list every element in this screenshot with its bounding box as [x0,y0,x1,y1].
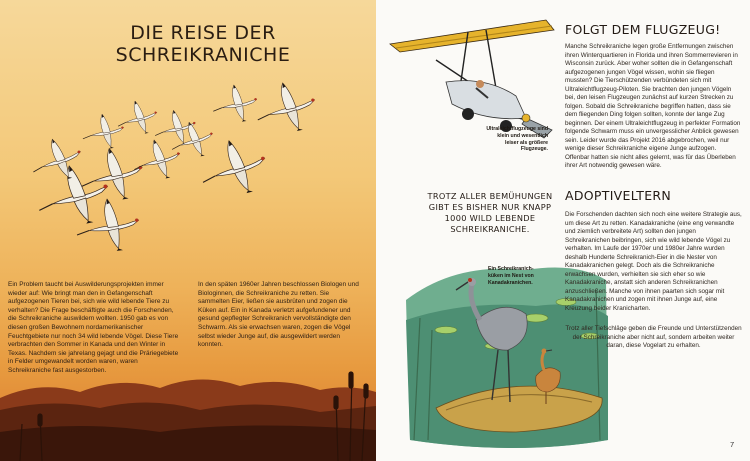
left-body-column-2: In den späten 1960er Jahren beschlossen Biologen und Biologinnen, die Schreikraniche zu retten. Sie sammelten Eier, ließen sie ausbrüten und zogen die Küken auf. Ein in Kanada verletzt aufgefundener und gesund gepflegter Schreikranich vervollständigte den Schwarm. Als sie erwachsen waren, zogen die Vögel selbst wieder Junge auf, die ausgewildert werden konnten. [198,281,359,349]
section-closing-paragraph: Trotz aller Tiefschläge geben die Freunde und Unterstützenden der Schreikraniche aber nicht auf, sondern arbeiten weiter daran, diese Vogelart zu erhalten. [565,325,742,349]
section-title-follow-plane: FOLGT DEM FLUGZEUG! [565,22,721,37]
right-page [376,0,750,461]
caption-ultralight: Ultraleichtflugzeuge sind klein und wesentlich leiser als größere Flugzeuge. [486,126,548,153]
page-number: 7 [730,440,735,449]
left-page-title: DIE REISE DER SCHREIKRANICHE [115,22,291,66]
section-body-adoptive-parents: Die Forschenden dachten sich noch eine weitere Strategie aus, um diese Art zu retten. Kanadakraniche (eine eng verwandte und ziemlich verbreitete Art) sollten den jungen Schreikranichen beibringen, sich wie wild lebende Vögel zu verhalten. Im Laufe der 1970er und 1980er Jahre wurden deshalb Hunderte Schreikranich-Eier in die Nester von Kanadakranichen gelegt. Doch als die Schreikraniche erwachsen wurden, verhielten sie sich eher so wie Kanadakraniche, anstatt sich anderen Schreikranichen anzuschließen. Manche von ihnen paarten sich sogar mit Kanadakranichen und zogen mit ihnen Junge auf, eine Kreuzung beider Kranicharten. [565,211,742,312]
section-body-follow-plane: Manche Schreikraniche legen große Entfernungen zwischen ihren Winterquartieren in Florida und ihren Sommerrevieren in Wisconsin zurück. Aber woher sollten die in Gefangenschaft aufgezogenen jungen Vögel wissen, wohin sie fliegen mussten? Die Tierschützenden verbündeten sich mit Ultraleichtflugzeug-Piloten. Sie brachten den jungen Vögeln bei, den leisen Flugzeugen zunächst auf kurzen Strecken zu folgen. Sobald die Schreikraniche begriffen hatten, dass sie dem fliegenden Ding folgen sollten, konnte der lange Zug beginnen. Der einem Ultraleichtflugzeug in perfekter Formation folgende Schwarm muss ein unvergesslicher Anblick gewesen sein. Leider wurde das Projekt 2016 abgebrochen, weil nur wenige dieser Schreikraniche eigene Junge aufzogen. Offenbar hatten sie nicht alles gelernt, was für das Überleben ihrer Art notwendig gewesen wäre. [565,43,741,169]
section-title-adoptive-parents: ADOPTIVELTERN [565,188,672,203]
caption-nest: Ein Schreikranich-küken im Nest von Kanadakranichen. [488,266,534,286]
pull-quote: TROTZ ALLER BEMÜHUNGEN GIBT ES BISHER NUR KNAPP 1000 WILD LEBENDE SCHREIKRANICHE. [427,191,553,234]
left-body-column-1: Ein Problem taucht bei Auswilderungsprojekten immer wieder auf: Wie bringt man den in Gefangenschaft aufgezogenen Tieren bei, sich wie wild lebende Tiere zu verhalten? Die Frage beschäftigte auch die Forschenden, die Schreikraniche auswildern wollten. 1950 gab es von diesen großen Bewohnern nordamerikanischer Feuchtgebiete nur noch 34 wild lebende Vögel. Diese Tiere verbrachten den Sommer in Kanada und den Winter in Texas. Nachdem sie jahrelang gejagt und die Präriegebiete in Felder umgewandelt worden waren, waren Schreikraniche fast ausgestorben. [8,281,179,374]
